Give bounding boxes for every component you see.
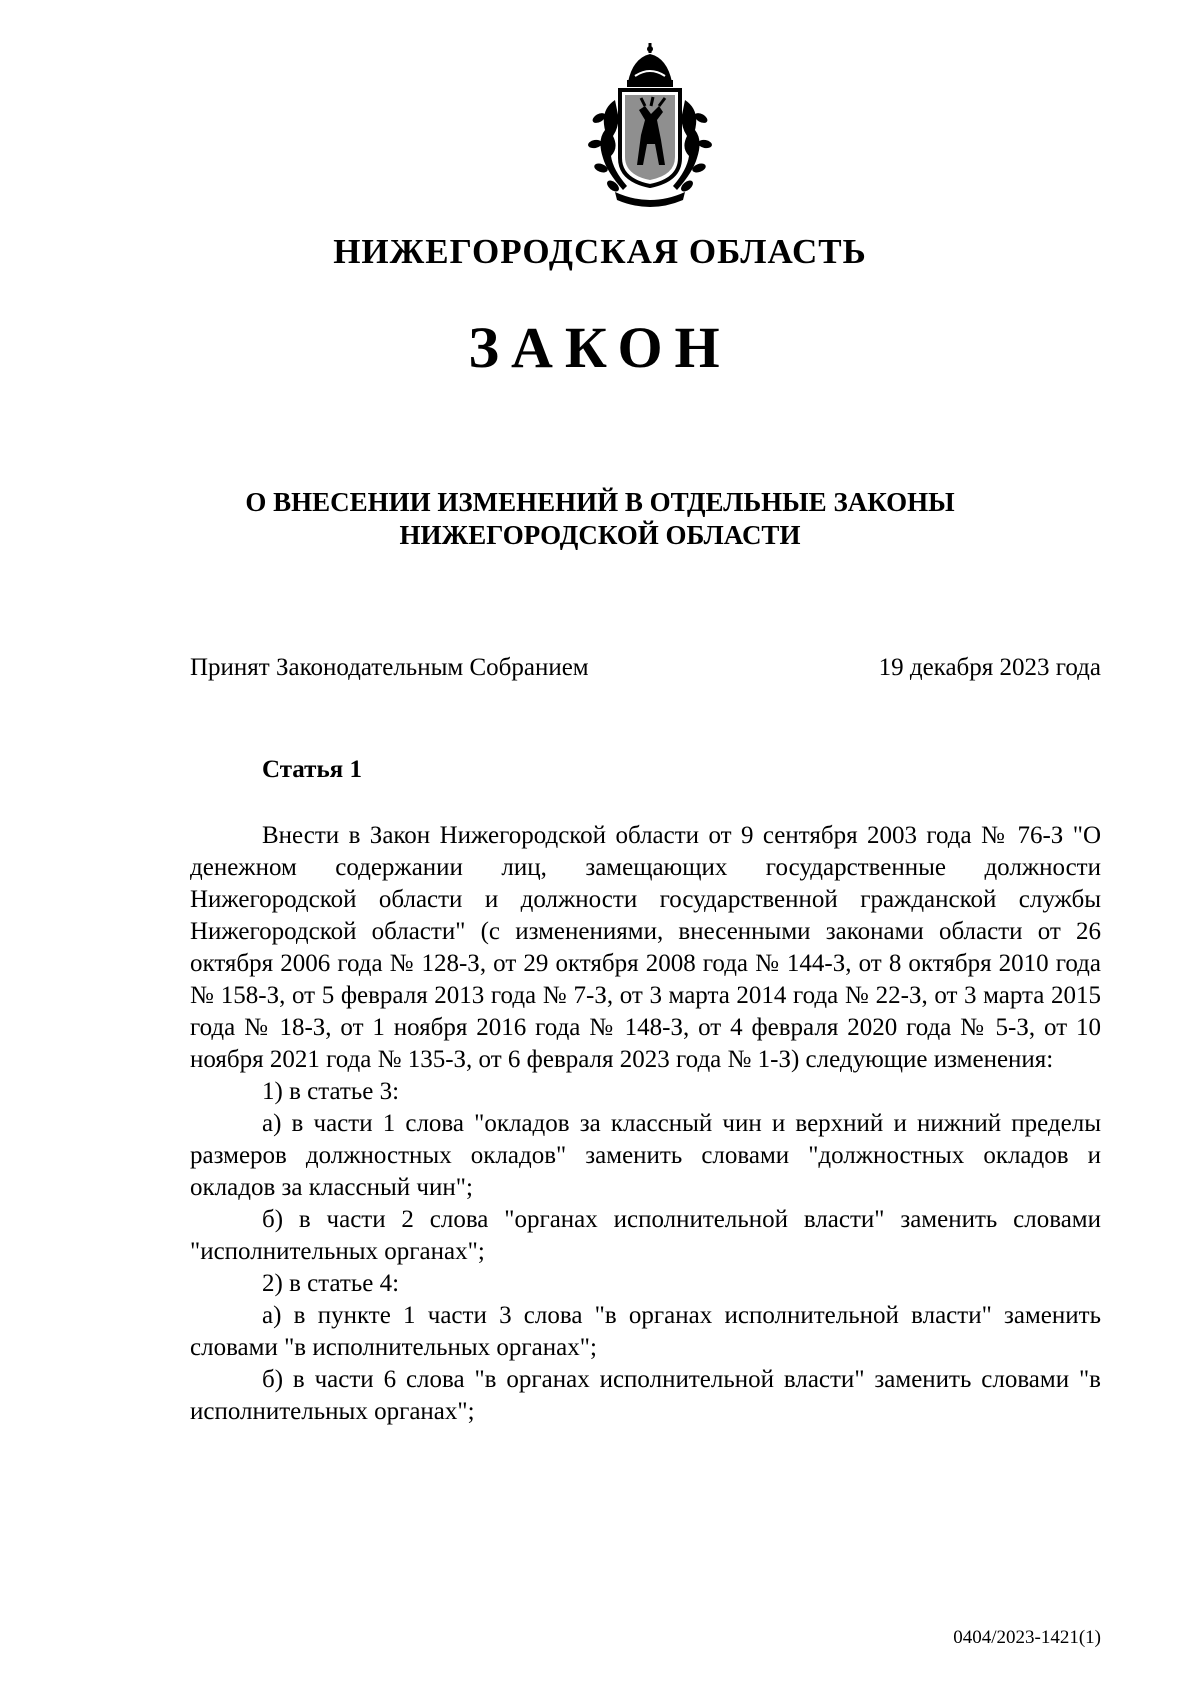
adoption-row: [190, 654, 1101, 682]
article-paragraph: Внести в Закон Нижегородской области от 9 сентября 2003 года № 76-З "О денежном содержании лиц, замещающих государственные должности Нижегородской области и должности государственной гражданской службы Нижегородской области" (с изменениями, внесенными законами области от 26 октября 2006 года № 128-З, от 29 октября 2008 года № 144-З, от 8 октября 2010 года № 158-З, от 5 февраля 2013 года № 7-З, от 3 марта 2014 года № 22-З, от 3 марта 2015 года № 18-З, от 1 ноября 2016 года № 148-З, от 4 февраля 2020 года № 5-З, от 10 ноября 2021 года № 135-З, от 6 февраля 2023 года № 1-З) следующие изменения:: [190, 822, 1101, 1073]
article-body: [190, 820, 1101, 1428]
coat-of-arms-icon: [575, 40, 725, 210]
ribbon-icon: [615, 192, 685, 207]
crown-icon: [627, 43, 673, 87]
article-heading: Статья 1: [262, 756, 362, 783]
article-paragraph: б) в части 2 слова "органах исполнительной власти" заменить словами "исполнительных органах";: [190, 1206, 1101, 1265]
article-paragraph: б) в части 6 слова "в органах исполнительной власти" заменить словами "в исполнительных органах";: [190, 1366, 1101, 1425]
document-type: ЗАКОН: [468, 315, 732, 380]
region-title: НИЖЕГОРОДСКАЯ ОБЛАСТЬ: [333, 232, 867, 271]
document-subject-line-1: О ВНЕСЕНИИ ИЗМЕНЕНИЙ В ОТДЕЛЬНЫЕ ЗАКОНЫ: [245, 487, 955, 517]
adoption-date: 19 декабря 2023 года: [878, 654, 1101, 681]
shield-icon: [620, 90, 680, 186]
document-subject: [0, 486, 1200, 552]
adoption-text: Принят Законодательным Собранием: [190, 654, 589, 681]
article-paragraph: 1) в статье 3:: [262, 1078, 400, 1105]
document-subject-line-2: НИЖЕГОРОДСКОЙ ОБЛАСТИ: [399, 520, 801, 550]
article-paragraph: а) в пункте 1 части 3 слова "в органах исполнительной власти" заменить словами "в исполнительных органах";: [190, 1302, 1101, 1361]
article-paragraph: 2) в статье 4:: [262, 1270, 400, 1297]
article-paragraph: а) в части 1 слова "окладов за классный чин и верхний и нижний пределы размеров должностных окладов" заменить словами "должностных окладов и окладов за классный чин";: [190, 1110, 1101, 1201]
document-registration-code: 0404/2023-1421(1): [953, 1627, 1101, 1648]
